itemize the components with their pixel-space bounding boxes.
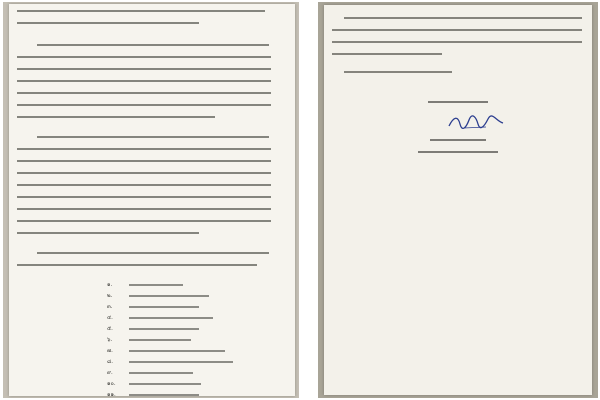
list-name-text [129, 317, 213, 319]
list-name-text [129, 306, 199, 308]
handwritten-signature [446, 113, 506, 131]
list-number: ๖. [107, 337, 113, 343]
right-page [324, 5, 592, 395]
list-number: ๕. [107, 326, 113, 332]
list-name-text [129, 394, 199, 396]
list-name-text [129, 383, 201, 385]
list-number: ๔. [107, 315, 113, 321]
left-page-photo [3, 2, 299, 398]
list-name-text [129, 350, 225, 352]
list-name-text [129, 339, 191, 341]
list-number: ๒. [107, 293, 113, 299]
list-number: ๑๐. [107, 381, 116, 387]
list-number: ๗. [107, 348, 113, 354]
list-name-text [129, 328, 199, 330]
left-page [9, 4, 295, 396]
list-name-text [129, 284, 183, 286]
right-page-photo [318, 2, 598, 398]
list-name-text [129, 372, 193, 374]
list-number: ๘. [107, 359, 113, 365]
list-name-text [129, 295, 209, 297]
list-number: ๑. [107, 282, 113, 288]
list-name-text [129, 361, 233, 363]
list-number: ๙. [107, 370, 113, 376]
list-number: ๓. [107, 304, 113, 310]
list-number: ๑๑. [107, 392, 116, 396]
